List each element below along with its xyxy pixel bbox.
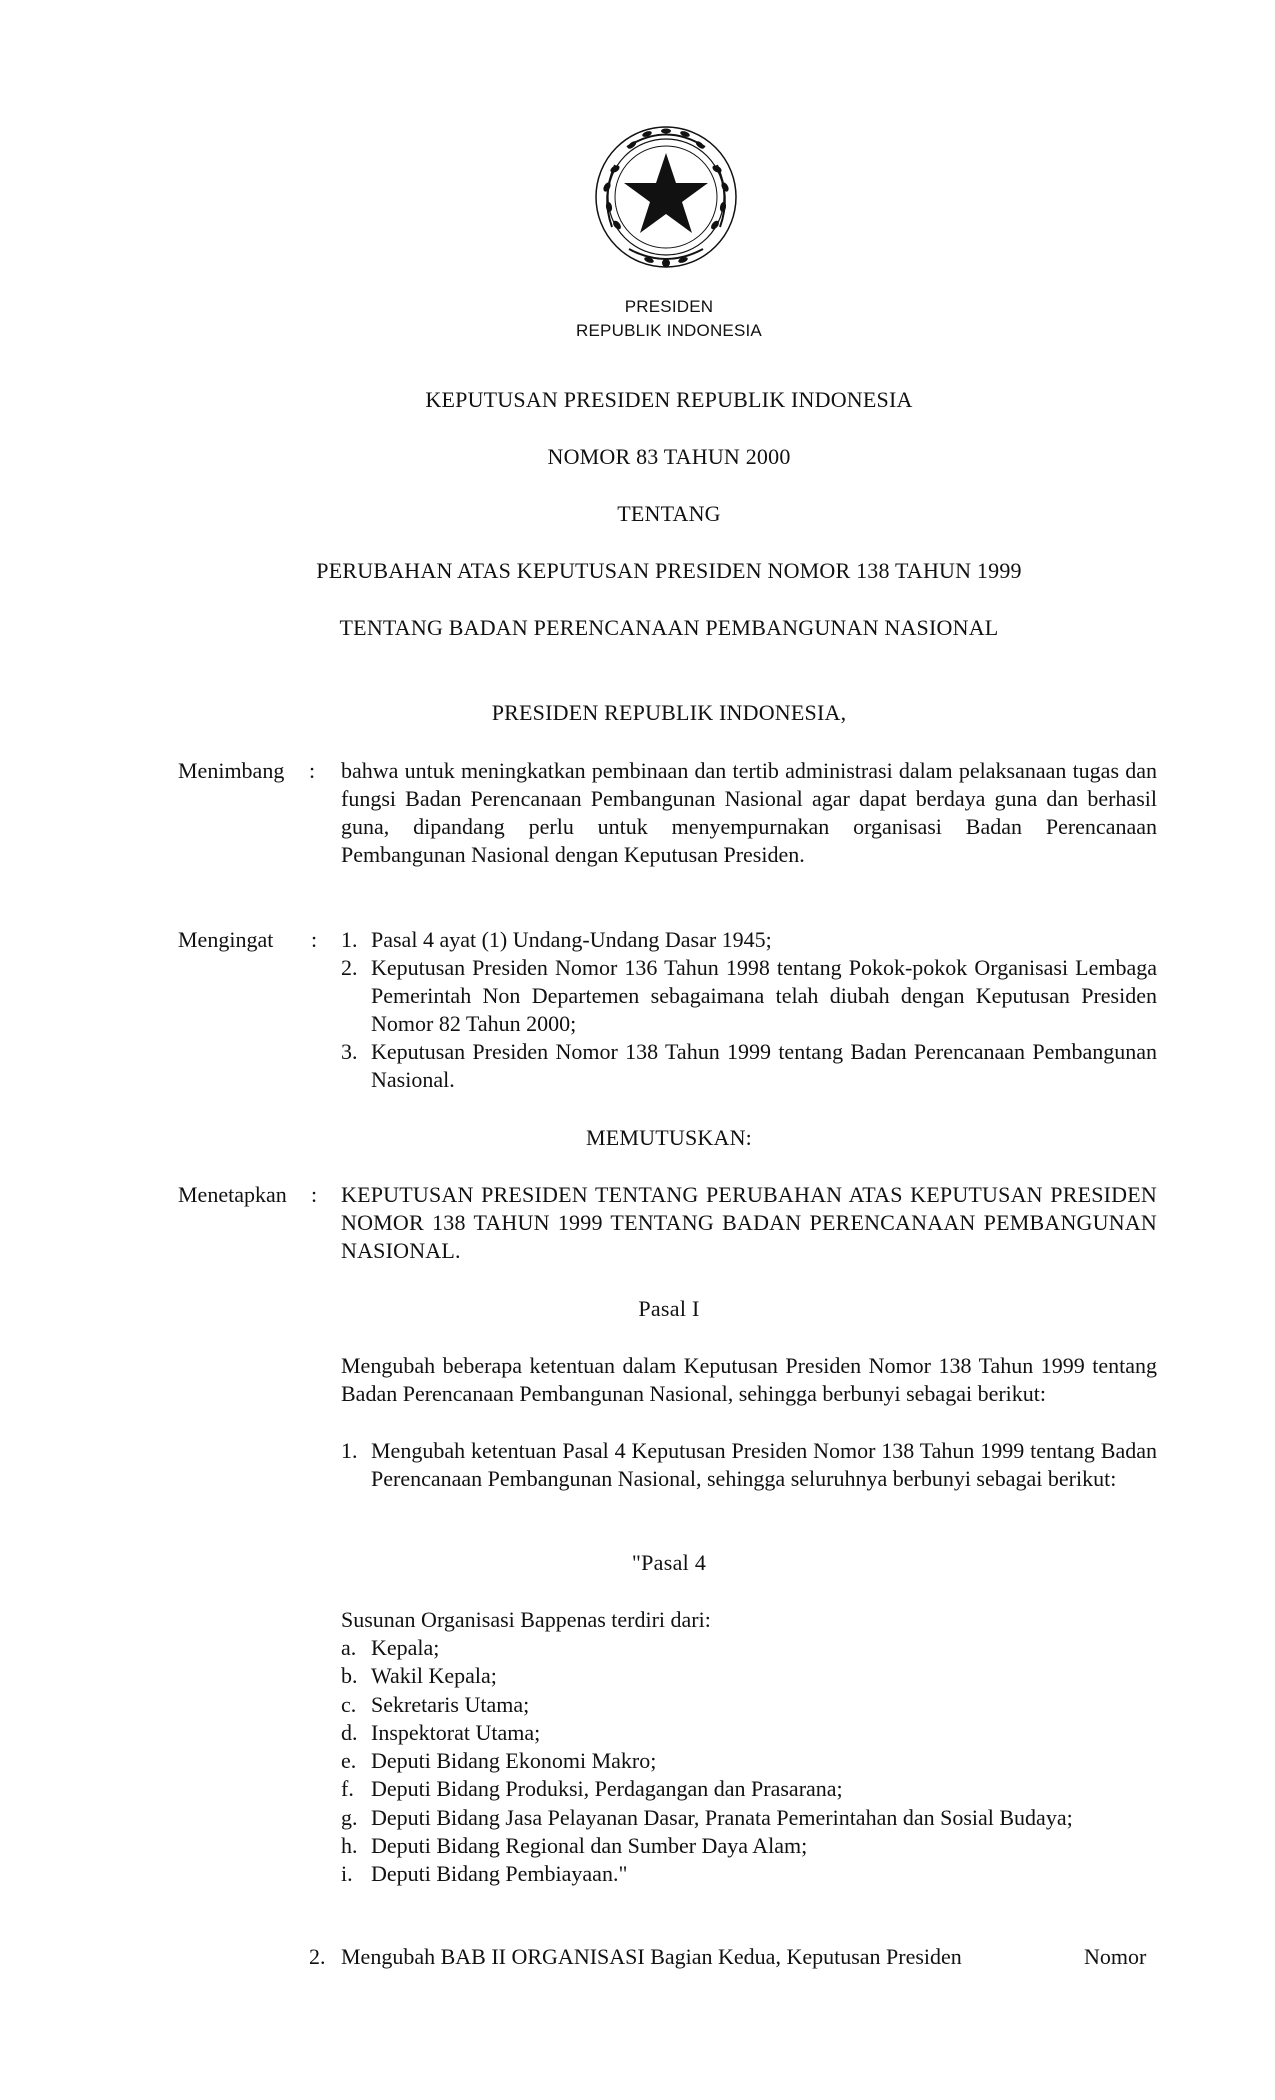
list-item-text: Keputusan Presiden Nomor 138 Tahun 1999 tentang Badan Perencanaan Pembangunan Nasional. bbox=[371, 1039, 1157, 1092]
list-item-text: Inspektorat Utama; bbox=[371, 1719, 541, 1745]
list-item-letter: a. bbox=[341, 1635, 357, 1660]
list-item-letter: d. bbox=[341, 1719, 358, 1745]
menimbang-colon: : bbox=[309, 758, 316, 783]
title-line-2: NOMOR 83 TAHUN 2000 bbox=[547, 444, 791, 469]
header-line-presiden: PRESIDEN bbox=[624, 297, 714, 316]
pasal-1-intro: Mengubah beberapa ketentuan dalam Keputusan Presiden Nomor 138 Tahun 1999 tentang Badan Perencanaan Pembangunan Nasional, sehingga berbunyi sebagai berikut: bbox=[341, 1353, 1157, 1406]
menimbang-text: bahwa untuk meningkatkan pembinaan dan tertib administrasi dalam pelaksanaan tugas dan fungsi Badan Perencanaan Pembangunan Nasional agar dapat berdaya guna dan berhasil guna, dipandang perlu untuk menyempurnakan organisasi Badan Perencanaan Pembangunan Nasional dengan Keputusan Presiden. bbox=[341, 758, 1157, 867]
menimbang-label: Menimbang bbox=[178, 758, 285, 783]
menetapkan-label: Menetapkan bbox=[178, 1182, 287, 1207]
list-item bbox=[341, 1775, 1157, 1803]
list-item-number: 3. bbox=[341, 1039, 358, 1064]
title-line-3: TENTANG bbox=[617, 501, 721, 526]
list-item bbox=[341, 926, 1157, 954]
list-item-text: Pasal 4 ayat (1) Undang-Undang Dasar 1945; bbox=[371, 927, 772, 952]
list-item bbox=[341, 1691, 1157, 1719]
organization-list bbox=[341, 1634, 1157, 1889]
list-item-number: 1. bbox=[341, 1438, 358, 1463]
list-item-letter: h. bbox=[341, 1833, 358, 1859]
list-item-text: Deputi Bidang Produksi, Perdagangan dan Prasarana; bbox=[371, 1776, 843, 1802]
pasal-1-list bbox=[341, 1437, 1157, 1493]
menetapkan-colon: : bbox=[311, 1182, 318, 1207]
item-2-number: 2. bbox=[309, 1944, 326, 1969]
president-heading: PRESIDEN REPUBLIK INDONESIA, bbox=[491, 700, 847, 725]
mengingat-list bbox=[341, 926, 1157, 1094]
list-item bbox=[341, 1038, 1157, 1094]
title-line-4: PERUBAHAN ATAS KEPUTUSAN PRESIDEN NOMOR 138 TAHUN 1999 bbox=[316, 558, 1022, 583]
list-item-text: Deputi Bidang Jasa Pelayanan Dasar, Pranata Pemerintahan dan Sosial Budaya; bbox=[371, 1804, 1073, 1830]
list-item-letter: b. bbox=[341, 1663, 358, 1689]
list-item bbox=[341, 1747, 1157, 1775]
header-line-republik: REPUBLIK INDONESIA bbox=[576, 321, 762, 340]
title-line-5: TENTANG BADAN PERENCANAAN PEMBANGUNAN NASIONAL bbox=[339, 615, 999, 640]
list-item-letter: g. bbox=[341, 1804, 358, 1830]
list-item-letter: c. bbox=[341, 1691, 357, 1717]
list-item bbox=[341, 1437, 1157, 1493]
list-item-text: Kepala; bbox=[371, 1635, 440, 1660]
list-item-number: 1. bbox=[341, 927, 358, 952]
list-item-letter: f. bbox=[341, 1776, 354, 1802]
mengingat-colon: : bbox=[311, 927, 318, 952]
list-item-text: Deputi Bidang Ekonomi Makro; bbox=[371, 1748, 657, 1774]
list-item-number: 2. bbox=[341, 955, 358, 980]
list-item bbox=[341, 1832, 1157, 1860]
list-item bbox=[341, 1719, 1157, 1747]
list-item-text: Wakil Kepala; bbox=[371, 1663, 497, 1689]
list-item bbox=[341, 1662, 1157, 1690]
pasal-4-intro: Susunan Organisasi Bappenas terdiri dari: bbox=[341, 1607, 711, 1632]
title-line-1: KEPUTUSAN PRESIDEN REPUBLIK INDONESIA bbox=[425, 387, 913, 412]
memutuskan-heading: MEMUTUSKAN: bbox=[586, 1125, 752, 1150]
list-item-text: Sekretaris Utama; bbox=[371, 1691, 530, 1717]
item-2-text: Mengubah BAB II ORGANISASI Bagian Kedua, Keputusan Presiden bbox=[341, 1944, 962, 1969]
list-item-letter: i. bbox=[341, 1861, 353, 1887]
list-item bbox=[341, 1634, 1157, 1662]
list-item bbox=[341, 1860, 1157, 1888]
item-2-tail: Nomor bbox=[1084, 1944, 1147, 1969]
list-item bbox=[341, 954, 1157, 1038]
list-item bbox=[341, 1804, 1157, 1832]
list-item-text: Keputusan Presiden Nomor 136 Tahun 1998 tentang Pokok-pokok Organisasi Lembaga Pemerintah Non Departemen sebagaimana telah diubah dengan Keputusan Presiden Nomor 82 Tahun 2000; bbox=[371, 955, 1157, 1036]
list-item-text: Deputi Bidang Regional dan Sumber Daya Alam; bbox=[371, 1833, 808, 1859]
list-item-text: Deputi Bidang Pembiayaan." bbox=[371, 1861, 628, 1887]
list-item-letter: e. bbox=[341, 1748, 357, 1774]
pasal-4-heading: "Pasal 4 bbox=[631, 1550, 707, 1575]
garuda-star-emblem bbox=[587, 117, 745, 277]
mengingat-label: Mengingat bbox=[178, 927, 274, 952]
pasal-1-heading: Pasal I bbox=[638, 1296, 700, 1321]
list-item-text: Mengubah ketentuan Pasal 4 Keputusan Presiden Nomor 138 Tahun 1999 tentang Badan Perencanaan Pembangunan Nasional, sehingga seluruhnya berbunyi sebagai berikut: bbox=[371, 1438, 1157, 1491]
menetapkan-text: KEPUTUSAN PRESIDEN TENTANG PERUBAHAN ATAS KEPUTUSAN PRESIDEN NOMOR 138 TAHUN 1999 TENTANG BADAN PERENCANAAN PEMBANGUNAN NASIONAL. bbox=[341, 1182, 1157, 1263]
